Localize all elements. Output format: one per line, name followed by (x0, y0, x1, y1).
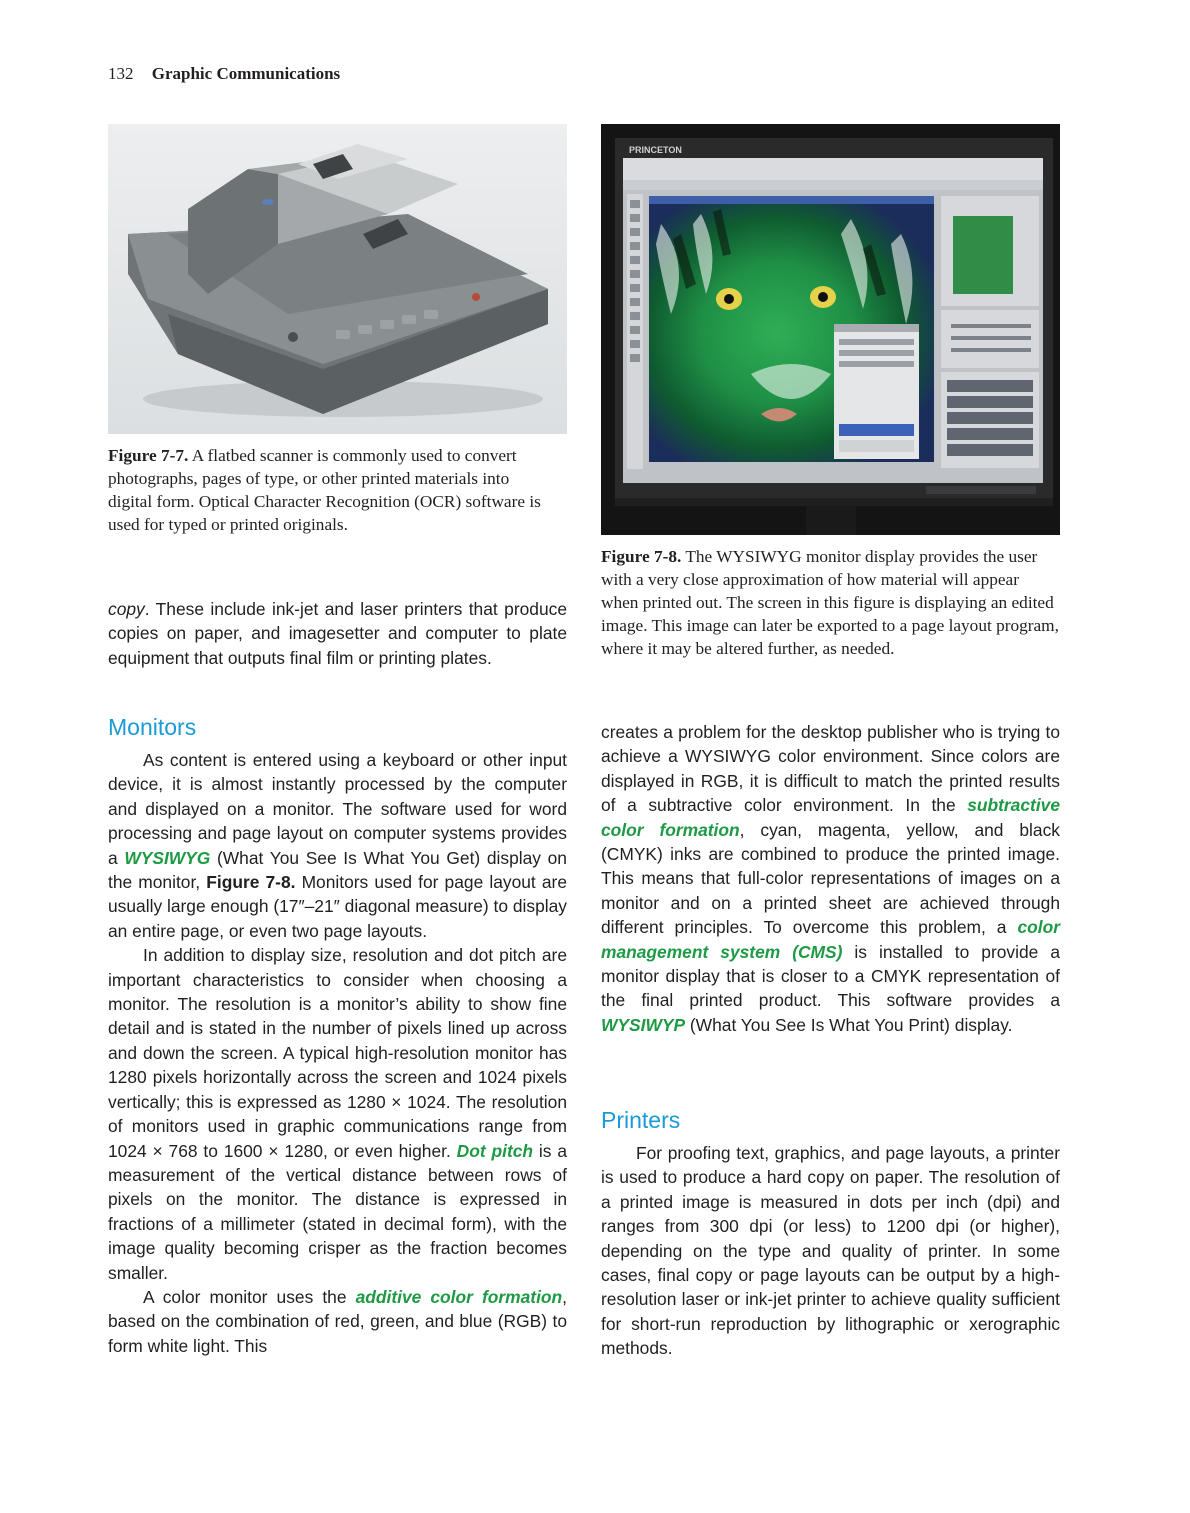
figure-7-8-caption (601, 545, 1060, 660)
text-span: Monitors used for page layout are usually large enough (17″–21″ diagonal measure) to display an entire page, or even two page layouts. (108, 872, 567, 941)
text-span: is installed to provide a monitor display that is closer to a CMYK representation of the final printed product. This software provides a (601, 941, 1060, 1011)
intro-text: . These include ink-jet and laser printers that produce copies on paper, and imagesetter and computer to plate equipment that outputs final film or printing plates. (108, 599, 567, 668)
heading-monitors: Monitors (108, 714, 197, 740)
key-term-additive-color: additive color formation (355, 1286, 563, 1307)
key-term-wysiwyg: WYSIWYG (124, 847, 211, 868)
monitors-section (108, 748, 567, 1358)
figure-7-8-text: The WYSIWYG monitor display provides the user with a very close approximation of how material will appear when printed out. The screen in this figure is displaying an edited image. This image can later be exported to a page layout program, where it may be altered further, as needed. (601, 547, 1059, 658)
text-span: creates a problem for the desktop publisher who is trying to achieve a WYSIWYG color environment. Since colors are displayed in RGB, it is difficult to match the printed results of a subtractive color environment. In the (601, 722, 1060, 816)
figure-7-7-text: A flatbed scanner is commonly used to convert photographs, pages of type, or other printed materials into digital form. Optical Character Recognition (OCR) software is used for typed or printed originals. (108, 446, 541, 534)
monitor-illustration (601, 124, 1060, 535)
text-span: (What You See Is What You Print) display. (685, 1014, 1013, 1035)
printers-section (601, 1141, 1060, 1361)
text-span: (What You See Is What You Get) display on the monitor, (108, 847, 567, 893)
monitors-paragraph-1 (108, 748, 567, 943)
key-term-cms: color management system (CMS) (601, 917, 1060, 962)
right-continuation-paragraph (601, 720, 1060, 1037)
scanner-illustration (108, 124, 567, 434)
text-span: In addition to display size, resolution and dot pitch are important characteristics to consider when choosing a monitor. The resolution is a monitor’s ability to show fine detail and is stated in the number of pixels lined up across and down the screen. A typical high-resolution monitor has 1280 pixels horizontally across the screen and 1024 pixels vertically; this is expressed as 1280 × 1024. The resolution of monitors used in graphic communications range from 1024 × 768 to 1600 × 1280, or even higher. (108, 945, 567, 1161)
figure-7-8-label: Figure 7-8. (601, 547, 682, 566)
page-number: 132 (108, 64, 134, 83)
monitors-paragraph-2 (108, 943, 567, 1285)
italic-term-copy: copy (108, 599, 145, 619)
printers-paragraph-1: For proofing text, graphics, and page layouts, a printer is used to produce a hard copy on paper. The resolution of a printed image is measured in dots per inch (dpi) and ranges from 300 dpi (or less) to 1200 dpi (or higher), depending on the type and quality of printer. In some cases, final copy or page layouts can be output by a high-resolution laser or ink-jet printer to achieve quality sufficient for short-run reproduction by lithographic or xerographic methods. (601, 1143, 1060, 1359)
figure-7-7-label: Figure 7-7. (108, 446, 189, 465)
figure-reference: Figure 7-8. (206, 872, 296, 893)
text-span: , cyan, magenta, yellow, and black (CMYK) inks are combined to produce the printed image. This means that full-color representations of images on a monitor and on a printed sheet are achieved through different principles. To overcome this problem, a (601, 819, 1060, 938)
key-term-subtractive-color: subtractive color formation (601, 795, 1060, 840)
text-span: As content is entered using a keyboard or other input device, it is almost instantly processed by the computer and displayed on a monitor. The software used for word processing and page layout on computer systems provides a (108, 750, 567, 868)
flatbed-scanner-photo (108, 124, 567, 434)
monitors-paragraph-3 (108, 1285, 567, 1358)
wysiwyg-monitor-photo (601, 124, 1060, 535)
text-span: , based on the combination of red, green, and blue (RGB) to form white light. This (108, 1286, 567, 1356)
figure-7-7-caption (108, 444, 548, 536)
monitor-brand: PRINCETON (629, 145, 682, 155)
heading-printers: Printers (601, 1107, 681, 1133)
text-span: is a measurement of the vertical distance between rows of pixels on the monitor. The distance is expressed in fractions of a millimeter (stated in decimal form), with the image quality becoming crisper as the fraction becomes smaller. (108, 1140, 567, 1283)
running-header (108, 64, 340, 84)
left-intro-paragraph (108, 597, 567, 670)
key-term-dot-pitch: Dot pitch (456, 1140, 534, 1161)
running-title: Graphic Communications (151, 64, 341, 83)
text-span: A color monitor uses the (143, 1286, 356, 1307)
key-term-wysiwyp: WYSIWYP (601, 1014, 686, 1035)
